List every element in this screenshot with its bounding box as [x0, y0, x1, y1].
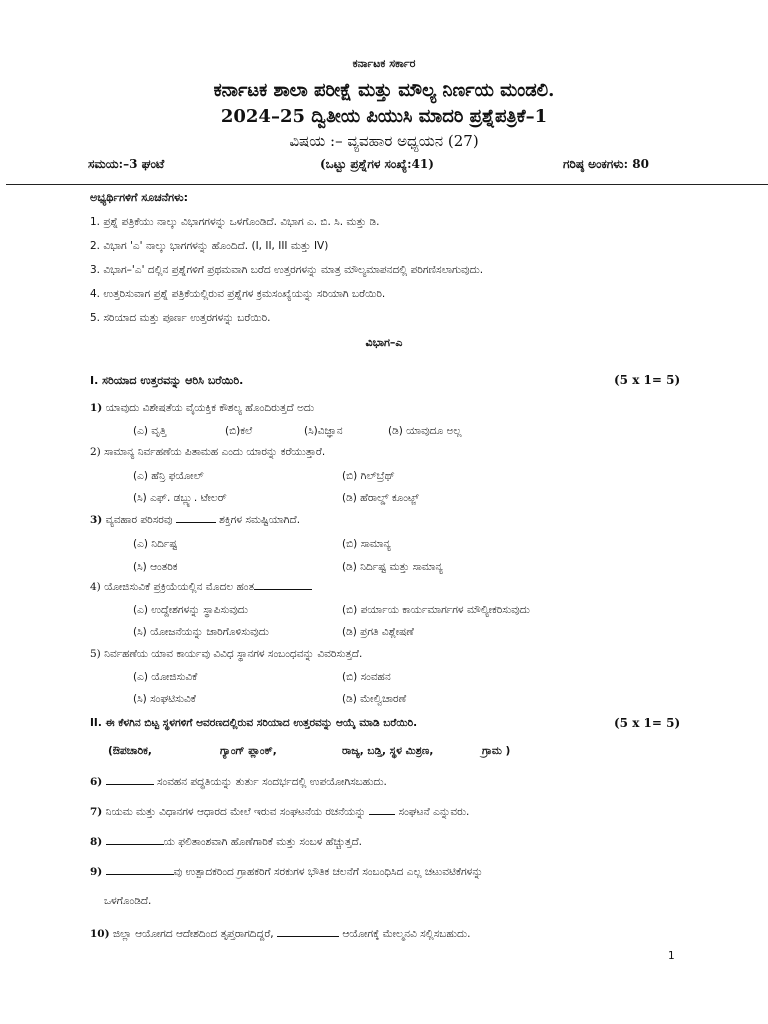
instructions-heading: ಅಭ್ಯರ್ಥಿಗಳಿಗೆ ಸೂಚನೆಗಳು:: [90, 191, 188, 204]
board-title: ಕರ್ನಾಟಕ ಶಾಲಾ ಪರೀಕ್ಷೆ ಮತ್ತು ಮೌಲ್ಯ ನಿರ್ಣಯ ಮಂಡಲಿ.: [213, 80, 555, 101]
question-number: 7): [90, 806, 103, 818]
answer-blank: [106, 843, 164, 845]
instruction-item: 4. ಉತ್ತರಿಸುವಾಗ ಪ್ರಶ್ನೆ ಪತ್ರಿಕೆಯಲ್ಲಿರುವ ಪ್ರಶ್ನೆಗಳ ಕ್ರಮಸಂಖ್ಯೆಯನ್ನು ಸರಿಯಾಗಿ ಬರೆಯಿರಿ.: [90, 288, 386, 300]
instruction-item: 5. ಸರಿಯಾದ ಮತ್ತು ಪೂರ್ಣ ಉತ್ತರಗಳನ್ನು ಬರೆಯಿರಿ.: [90, 312, 271, 324]
option-b: (ಬಿ) ಪರ್ಯಾಯ ಕಾರ್ಯಮಾರ್ಗಗಳ ಮೌಲ್ಯೀಕರಿಸುವುದು: [342, 604, 530, 616]
option-d: (ಡಿ) ಹೆರಾಲ್ಡ್ ಕೂಂಟ್ಜ್: [342, 492, 419, 504]
question-text: ಆಯೋಗಕ್ಕೆ ಮೇಲ್ಮನವಿ ಸಲ್ಲಿಸಬಹುದು.: [342, 928, 471, 940]
option-b: (ಬಿ)ಕಲೆ: [225, 425, 253, 437]
instruction-item: 1. ಪ್ರಶ್ನೆ ಪತ್ರಿಕೆಯು ನಾಲ್ಕು ವಿಭಾಗಗಳನ್ನು ಒಳಗೊಂಡಿದೆ. ವಿಭಾಗ ಎ. ಬಿ. ಸಿ. ಮತ್ತು ಡಿ.: [90, 216, 380, 228]
question-text: ಸಾಮಾನ್ಯ ನಿರ್ವಹಣೆಯ ಪಿತಾಮಹ ಎಂದು ಯಾರನ್ನು ಕರೆಯುತ್ತಾರೆ.: [104, 446, 326, 458]
question-text: ವು ಉತ್ಪಾದಕರಿಂದ ಗ್ರಾಹಕರಿಗೆ ಸರಕುಗಳ ಭೌತಿಕ ಚಲನೆಗೆ ಸಂಬಂಧಿಸಿದ ಎಲ್ಲ ಚಟುವಟಿಕೆಗಳನ್ನು: [173, 866, 483, 878]
option-a: (ಎ) ವೃತ್ತಿ: [133, 425, 167, 437]
question-number: 6): [90, 776, 103, 788]
question-number: 4): [90, 581, 101, 593]
subject-line: ವಿಷಯ :– ವ್ಯವಹಾರ ಅಧ್ಯಯನ (27): [289, 132, 479, 150]
option-a: (ಎ) ಉದ್ದೇಶಗಳನ್ನು ಸ್ಥಾಪಿಸುವುದು: [133, 604, 248, 616]
instruction-item: 3. ವಿಭಾಗ–'ಎ' ದಲ್ಲಿನ ಪ್ರಶ್ನೆಗಳಿಗೆ ಪ್ರಥಮವಾಗಿ ಬರೆದ ಉತ್ತರಗಳನ್ನು ಮಾತ್ರ ಮೌಲ್ಯಮಾಪನದಲ್ಲಿ ಪರಿಗಣಿಸಲಾಗುವುದು.: [90, 264, 484, 276]
option-a: (ಎ) ಹೆನ್ರಿ ಫಯೋಲ್: [133, 470, 204, 482]
option-d: (ಡಿ) ಮೇಲ್ವಿಚಾರಣೆ: [342, 693, 407, 705]
part2-heading: II. ಈ ಕೆಳಗಿನ ಬಿಟ್ಟ ಸ್ಥಳಗಳಿಗೆ ಆವರಣದಲ್ಲಿರುವ ಸರಿಯಾದ ಉತ್ತರವನ್ನು ಆಯ್ಕೆ ಮಾಡಿ ಬರೆಯಿರಿ.: [90, 717, 418, 729]
question-9-continued: ಒಳಗೊಂಡಿದೆ.: [104, 895, 152, 907]
answer-blank: [369, 813, 395, 815]
question-number: 5): [90, 648, 101, 660]
time-label: ಸಮಯ:–3 ಘಂಟೆ: [88, 157, 165, 171]
question-8: [90, 836, 362, 849]
question-text: ಜಿಲ್ಲಾ ಆಯೋಗದ ಆದೇಶದಿಂದ ತೃಪ್ತರಾಗದಿದ್ದರೆ,: [112, 928, 274, 940]
part2-marks: (5 x 1= 5): [614, 716, 681, 730]
word-bank-item: ಗ್ರಾಮ ): [482, 745, 511, 757]
question-text: ಸಂಘಟನೆ ಎನ್ನುವರು.: [398, 806, 470, 818]
question-number: 3): [90, 514, 103, 526]
option-a: (ಎ) ನಿರ್ದಿಷ್ಟ: [133, 538, 178, 550]
question-4: [90, 581, 312, 594]
question-text: ಸಂವಹನ ಪದ್ಧತಿಯನ್ನು ತುರ್ತು ಸಂದರ್ಭದಲ್ಲಿ ಉಪಯೋಗಿಸಬಹುದು.: [156, 776, 387, 788]
question-text: ಯೋಜಿಸುವಿಕೆ ಪ್ರಕ್ರಿಯೆಯಲ್ಲಿನ ಮೊದಲ ಹಂತ: [104, 581, 255, 593]
question-text: ಯ ಫಲಿತಾಂಶವಾಗಿ ಹೊಣೆಗಾರಿಕೆ ಮತ್ತು ಸಂಬಳ ಹೆಚ್ಚುತ್ತದೆ.: [163, 836, 363, 848]
option-a: (ಎ) ಯೋಜಿಸುವಿಕೆ: [133, 671, 198, 683]
option-b: (ಬಿ) ಗಿಲ್‌ಬ್ರೆಥ್: [342, 470, 395, 482]
question-1: [90, 402, 314, 415]
question-10: [90, 928, 470, 941]
part1-marks: (5 x 1= 5): [614, 373, 681, 387]
question-2: [90, 446, 325, 459]
question-6: [90, 776, 387, 789]
answer-blank: [106, 783, 154, 785]
option-b: (ಬಿ) ಸಂವಹನ: [342, 671, 391, 683]
question-number: 8): [90, 836, 103, 848]
word-bank-item: ಗ್ಯಾಂಗ್ ಪ್ಲಾಂಕ್,: [220, 745, 277, 757]
option-c: (ಸಿ) ಯೋಜನೆಯನ್ನು ಜಾರಿಗೊಳಿಸುವುದು: [133, 626, 269, 638]
government-label: ಕರ್ನಾಟಕ ಸರ್ಕಾರ: [352, 57, 416, 70]
question-9: [90, 866, 483, 879]
max-marks: ಗರಿಷ್ಠ ಅಂಕಗಳು: 80: [563, 157, 649, 171]
question-text: ನಿರ್ವಹಣೆಯ ಯಾವ ಕಾರ್ಯವು ವಿವಿಧ ಸ್ಥಾನಗಳ ಸಂಬಂಧವನ್ನು ವಿವರಿಸುತ್ತದೆ.: [104, 648, 363, 660]
answer-blank: [176, 521, 216, 523]
question-text: ಶಕ್ತಿಗಳ ಸಮಷ್ಟಿಯಾಗಿದೆ.: [219, 514, 301, 526]
answer-blank: [106, 873, 174, 875]
question-5: [90, 648, 362, 661]
word-bank-item: (ಔಪಚಾರಿಕ,: [108, 745, 152, 757]
question-text: ನಿಯಮ ಮತ್ತು ವಿಧಾನಗಳ ಆಧಾರದ ಮೇಲೆ ಇರುವ ಸಂಘಟನೆಯ ರಚನೆಯನ್ನು: [105, 806, 366, 818]
part1-heading: I. ಸರಿಯಾದ ಉತ್ತರವನ್ನು ಆರಿಸಿ ಬರೆಯಿರಿ.: [90, 374, 244, 387]
option-c: (ಸಿ) ಎಫ್. ಡಬ್ಲ್ಯು. ಟೇಲರ್: [133, 492, 227, 504]
question-number: 10): [90, 928, 110, 940]
option-c: (ಸಿ) ಸಂಘಟಿಸುವಿಕೆ: [133, 693, 196, 705]
question-7: [90, 806, 469, 819]
question-number: 2): [90, 446, 101, 458]
option-d: (ಡಿ) ಯಾವುದೂ ಅಲ್ಲ: [388, 425, 462, 437]
page-number: 1: [668, 950, 675, 962]
question-number: 9): [90, 866, 103, 878]
option-d: (ಡಿ) ನಿರ್ದಿಷ್ಟ ಮತ್ತು ಸಾಮಾನ್ಯ: [342, 561, 443, 573]
answer-blank: [254, 588, 312, 590]
question-number: 1): [90, 402, 103, 414]
question-text: ಯಾವುದು ವಿಶೇಷತೆಯ ವೈಯಕ್ತಿಕ ಕೌಶಲ್ಯ ಹೊಂದಿರುತ್ತದೆ ಅದು: [105, 402, 315, 414]
answer-blank: [277, 935, 339, 937]
word-bank-item: ರಾಜ್ಯ, ಬಡ್ತಿ, ಸ್ಥಳ ಮಿಶ್ರಣ,: [342, 745, 434, 757]
question-3: [90, 514, 300, 527]
paper-title: 2024–25 ದ್ವಿತೀಯ ಪಿಯುಸಿ ಮಾದರಿ ಪ್ರಶ್ನೆಪತ್ರಿಕೆ–1: [220, 106, 548, 127]
instruction-item: 2. ವಿಭಾಗ 'ಎ' ನಾಲ್ಕು ಭಾಗಗಳನ್ನು ಹೊಂದಿದೆ. (I, II, III ಮತ್ತು IV): [90, 240, 329, 252]
header-divider: [6, 184, 768, 185]
question-text: ವ್ಯವಹಾರ ಪರಿಸರವು: [105, 514, 173, 526]
option-b: (ಬಿ) ಸಾಮಾನ್ಯ: [342, 538, 391, 550]
option-c: (ಸಿ)ವಿಜ್ಞಾನ: [304, 425, 343, 437]
section-a-title: ವಿಭಾಗ–ಎ: [365, 336, 403, 349]
option-d: (ಡಿ) ಪ್ರಗತಿ ವಿಶ್ಲೇಷಣೆ: [342, 626, 414, 638]
total-questions: (ಒಟ್ಟು ಪ್ರಶ್ನೆಗಳ ಸಂಖ್ಯೆ:41): [320, 157, 434, 171]
option-c: (ಸಿ) ಆಂತರಿಕ: [133, 561, 178, 573]
